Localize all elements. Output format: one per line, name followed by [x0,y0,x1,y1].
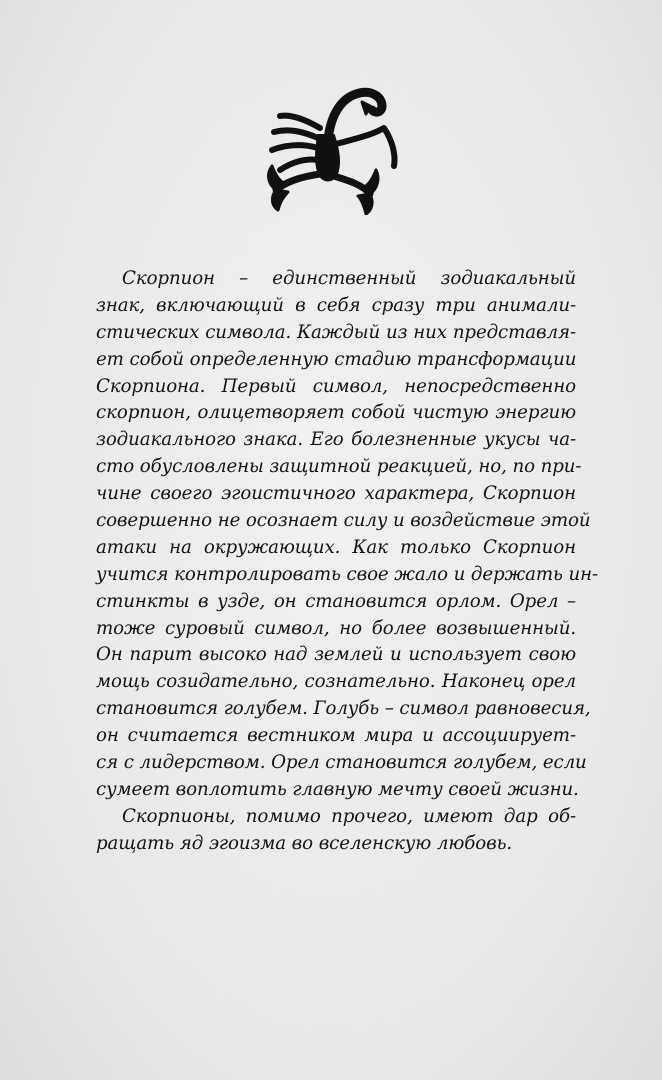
text-line: Скорпионы, помимо прочего, имеют дар об- [122,805,576,827]
body-text [96,266,599,858]
text-line: ет собой определенную стадию трансформации [96,348,577,370]
text-line: мощь созидательно, сознательно. Наконец орел [96,671,576,693]
text-line: скорпион, олицетворяет собой чистую энергию [96,402,576,424]
text-line: сумеет воплотить главную мечту своей жизни. [96,778,579,800]
text-line: стинкты в узде, он становится орлом. Орел – [96,590,576,612]
text-line: сто обусловлены защитной реакцией, но, по при- [96,456,582,478]
text-line: совершенно не осознает силу и воздействие этой [96,510,591,532]
text-line: Скорпиона. Первый символ, непосредственно [96,375,576,397]
text-line: тоже суровый символ, но более возвышенный. [96,617,576,639]
text-line: стических символа. Каждый из них представля- [96,321,576,343]
text-line: Скорпион – единственный зодиакальный [122,268,576,289]
scorpion-icon [258,80,408,215]
text-line: он считается вестником мира и ассоциирует- [96,725,576,747]
text-line: чине своего эгоистичного характера, Скорпион [96,483,576,505]
text-line: ся с лидерством. Орел становится голубем, если [96,752,587,774]
text-line: зодиакального знака. Его болезненные укусы ча- [96,429,576,451]
text-line: учится контролировать свое жало и держать ин- [96,563,599,585]
text-line: ращать яд эгоизма во вселенскую любовь. [96,832,513,854]
text-line: атаки на окружающих. Как только Скорпион [96,536,576,558]
text-line: становится голубем. Голубь – символ равновесия, [96,698,591,720]
text-line: Он парит высоко над землей и использует свою [96,644,576,666]
text-line: знак, включающий в себя сразу три анимали- [96,294,576,316]
